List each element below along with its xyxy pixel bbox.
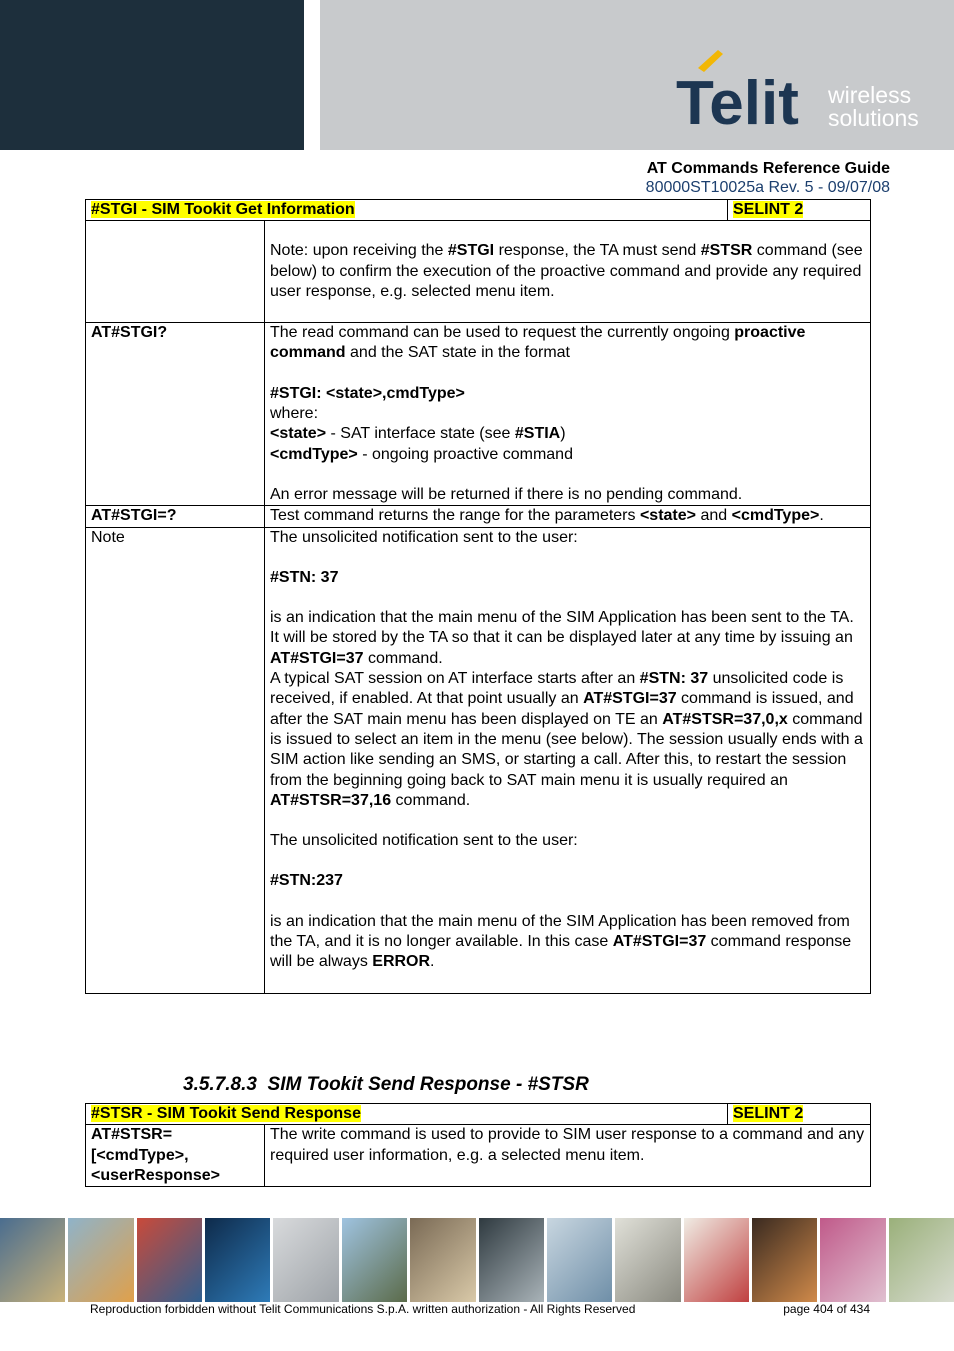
photo-tile (547, 1218, 612, 1302)
stgi-note2-label-cell (86, 527, 265, 993)
header-dark-panel (0, 0, 304, 150)
stsr-write-desc-cell (265, 1125, 871, 1187)
section-number: 3.5.7.8.3 (183, 1074, 257, 1095)
logo-brand-text: Telit (676, 69, 799, 138)
stgi-read-row (86, 323, 871, 506)
stsr-selint-cell (728, 1104, 871, 1125)
doc-title-block (646, 159, 890, 197)
page-footer (90, 1302, 870, 1316)
stsr-write-desc: The write command is used to provide to SIM user response to a command and any required user information, e.g. a selected menu item. (270, 1126, 865, 1164)
stgi-test-cmd: AT#STGI=? (91, 507, 177, 525)
stgi-note2-para2: A typical SAT session on AT interface starts after an #STN: 37 unsolicited code is received, if enabled. At that point usually an AT#STGI=37 command is issued, and after the SAT main menu has been displayed on TE an AT#STSR=37,0,x command is issued to select an item in the menu (see below). The session usually ends with a SIM action like sending an SMS, or starting a call. After this, to restart the session from the beginning going back to SAT main menu it is usually required an AT#STSR=37,16 command. (270, 670, 863, 809)
stgi-read-cmd-cell (86, 323, 265, 506)
photo-tile (273, 1218, 338, 1302)
photo-tile (889, 1218, 954, 1302)
photo-tile (820, 1218, 885, 1302)
stgi-read-intro: The read command can be used to request the currently ongoing proactive command and the SAT state in the format (270, 324, 806, 362)
stgi-test-desc: Test command returns the range for the parameters <state> and <cmdType>. (270, 507, 824, 525)
logo-tagline-1: wireless (828, 82, 912, 108)
stgi-title: #STGI - SIM Tookit Get Information (91, 201, 355, 218)
stgi-table (85, 199, 871, 994)
stgi-read-where: where: (270, 405, 319, 423)
stgi-title-cell (86, 200, 728, 221)
stgi-read-param-state: <state> - SAT interface state (see #STIA) (270, 425, 566, 443)
stgi-title-row (86, 200, 871, 221)
photo-tile (137, 1218, 202, 1302)
stsr-selint: SELINT 2 (733, 1105, 804, 1122)
telit-logo (676, 48, 936, 138)
stgi-selint-cell (728, 200, 871, 221)
stgi-test-cmd-cell (86, 506, 265, 527)
stgi-note2-stn37: #STN: 37 (270, 568, 339, 586)
photo-tile (410, 1218, 475, 1302)
stgi-note-empty-cell (86, 221, 265, 323)
stsr-write-row (86, 1125, 871, 1187)
photo-tile (205, 1218, 270, 1302)
footer-copyright: Reproduction forbidden without Telit Communications S.p.A. written authorization - All Rights Reserved (90, 1302, 636, 1316)
stgi-note2-label: Note (91, 528, 125, 546)
stgi-test-row (86, 506, 871, 527)
stsr-write-cmd-2: [<cmdType>, (91, 1146, 189, 1164)
photo-tile (68, 1218, 133, 1302)
stgi-note-cell (265, 221, 871, 323)
stsr-write-cmd-3: <userResponse> (91, 1166, 220, 1184)
stgi-note2-cell (265, 527, 871, 993)
stgi-read-desc-cell (265, 323, 871, 506)
stgi-note2-stn237: #STN:237 (270, 872, 343, 890)
stgi-note2-row (86, 527, 871, 993)
footer-photo-strip (0, 1218, 954, 1302)
stgi-note2-line1: The unsolicited notification sent to the user: (270, 528, 578, 546)
stsr-write-cmd-cell (86, 1125, 265, 1187)
section-title: SIM Tookit Send Response - #STSR (267, 1074, 589, 1095)
stgi-test-desc-cell (265, 506, 871, 527)
doc-title: AT Commands Reference Guide (646, 160, 890, 177)
logo-tagline-2: solutions (828, 105, 919, 131)
stgi-read-param-cmdtype: <cmdType> - ongoing proactive command (270, 445, 573, 463)
photo-tile (0, 1218, 65, 1302)
stgi-read-format: #STGI: <state>,cmdType> (270, 384, 465, 402)
footer-page-number: page 404 of 434 (783, 1302, 870, 1316)
photo-tile (752, 1218, 817, 1302)
photo-tile (342, 1218, 407, 1302)
stgi-note-text: Note: upon receiving the #STGI response, the TA must send #STSR command (see below) to confirm the execution of the proactive command and provide any required user response, e.g. selected menu item. (270, 242, 863, 300)
photo-tile (479, 1218, 544, 1302)
stgi-read-error: An error message will be returned if there is no pending command. (270, 485, 743, 503)
stgi-note2-para3: is an indication that the main menu of the SIM Application has been removed from the TA, and it is no longer available. In this case AT#STGI=37 command response will be always ERROR. (270, 912, 852, 971)
stsr-title: #STSR - SIM Tookit Send Response (91, 1105, 361, 1122)
doc-revision: 80000ST10025a Rev. 5 - 09/07/08 (645, 179, 890, 196)
stsr-table (85, 1103, 871, 1187)
section-heading (183, 1074, 589, 1096)
photo-tile (684, 1218, 749, 1302)
stsr-title-cell (86, 1104, 728, 1125)
stgi-read-cmd: AT#STGI? (91, 324, 168, 342)
stgi-note2-line2: The unsolicited notification sent to the user: (270, 832, 578, 850)
stgi-note-row (86, 221, 871, 323)
stgi-selint: SELINT 2 (733, 201, 804, 218)
stsr-title-row (86, 1104, 871, 1125)
photo-tile (615, 1218, 680, 1302)
stsr-write-cmd-1: AT#STSR= (91, 1126, 173, 1144)
stgi-note2-para1: is an indication that the main menu of the SIM Application has been sent to the TA. It will be stored by the TA so that it can be displayed later at any time by issuing an AT#STGI=37 command. (270, 609, 854, 667)
